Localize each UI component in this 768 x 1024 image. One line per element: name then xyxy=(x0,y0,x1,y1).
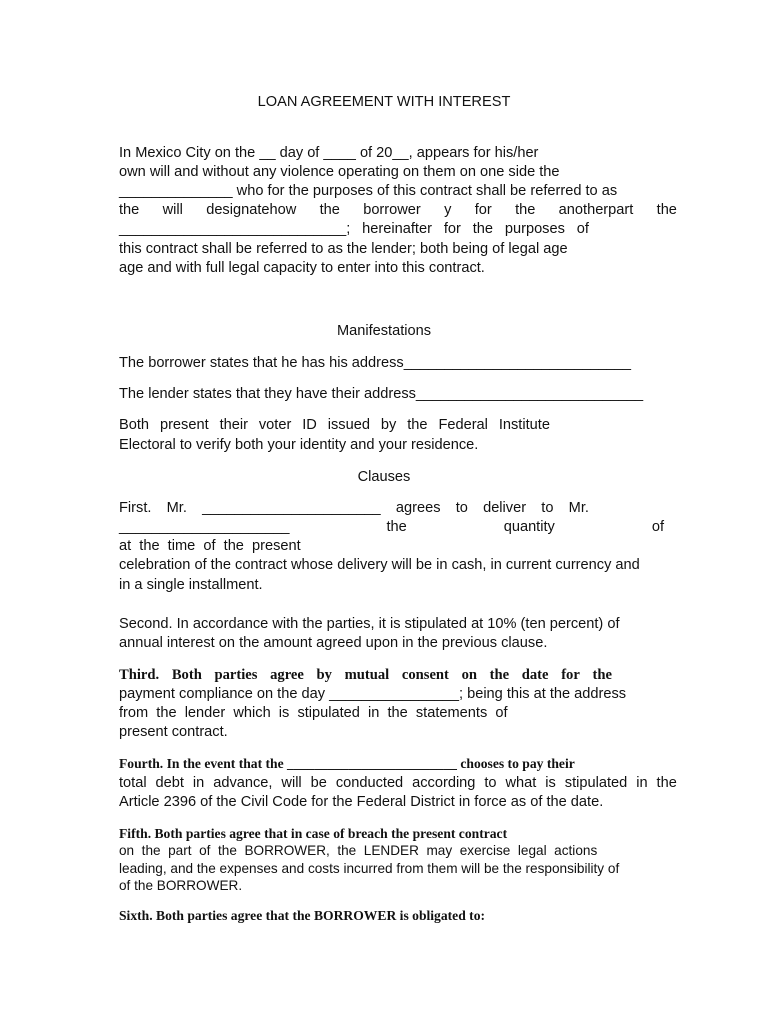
clause-line: Second. In accordance with the parties, it is stipulated at 10% (ten percent) of xyxy=(119,616,620,632)
word: to xyxy=(541,500,554,516)
word: of xyxy=(651,519,664,535)
voter-id-line: Electoral to verify both your identity and your residence. xyxy=(119,437,479,453)
word: what xyxy=(505,775,537,791)
intro-line: ______________ who for the purposes of this contract shall be referred to as xyxy=(119,183,618,199)
intro-line xyxy=(119,220,589,238)
manifestations-heading: Manifestations xyxy=(336,323,432,339)
word: Institute xyxy=(498,417,550,433)
word: in xyxy=(192,775,205,791)
word: stipulated xyxy=(564,775,628,791)
word: by xyxy=(380,417,397,433)
word: voter xyxy=(258,417,292,433)
clause-line: at the time of the present xyxy=(119,538,301,554)
word: their xyxy=(219,417,248,433)
clause-line xyxy=(119,774,677,792)
word: ______________________ xyxy=(202,500,381,516)
word: quantity xyxy=(503,519,555,535)
word: on xyxy=(461,667,477,683)
word: the xyxy=(592,667,612,683)
clause-line: in a single installment. xyxy=(119,577,263,593)
word: parties xyxy=(214,667,258,683)
clause-line: Fifth. Both parties agree that in case of breach the present contract xyxy=(119,826,508,841)
clause-line xyxy=(119,518,664,536)
word: the xyxy=(472,221,493,237)
word: for xyxy=(561,667,580,683)
voter-id-line xyxy=(119,416,550,434)
word: of xyxy=(576,221,589,237)
word: present xyxy=(159,417,209,433)
word: the xyxy=(119,202,140,218)
word: the xyxy=(319,202,340,218)
clause-line xyxy=(119,499,589,517)
word: First. xyxy=(119,500,152,516)
clause-line: present contract. xyxy=(119,724,228,740)
word: the xyxy=(407,417,428,433)
word: advance, xyxy=(213,775,273,791)
intro-line xyxy=(119,201,677,219)
word: date xyxy=(521,667,549,683)
lender-address-line: The lender states that they have their address____________________________ xyxy=(119,386,644,402)
word: for xyxy=(474,202,492,218)
word: to xyxy=(455,500,468,516)
word: debt xyxy=(155,775,184,791)
intro-line: In Mexico City on the __ day of ____ of 20__, appears for his/her xyxy=(119,145,539,161)
word: according xyxy=(412,775,476,791)
clause-line: annual interest on the amount agreed upon in the previous clause. xyxy=(119,635,548,651)
word: agree xyxy=(270,667,304,683)
borrower-address-line: The borrower states that he has his address____________________________ xyxy=(119,355,631,371)
word: _____________________ xyxy=(119,519,290,535)
word: ____________________________; xyxy=(119,221,351,237)
clause-line: celebration of the contract whose delivery will be in cash, in current currency and xyxy=(119,557,640,573)
word: for xyxy=(443,221,461,237)
word: is xyxy=(545,775,556,791)
word: ID xyxy=(302,417,317,433)
word: hereinafter xyxy=(362,221,432,237)
word: purposes xyxy=(504,221,565,237)
word: be xyxy=(310,775,327,791)
word: anotherpart xyxy=(558,202,634,218)
word: the xyxy=(489,667,510,683)
word: the xyxy=(656,202,677,218)
word: to xyxy=(484,775,497,791)
word: Federal xyxy=(438,417,488,433)
word: issued xyxy=(327,417,370,433)
clause-line: payment compliance on the day ________________; being this at the address xyxy=(119,686,627,702)
word: agrees xyxy=(395,500,441,516)
word: by xyxy=(316,667,332,683)
word: consent xyxy=(401,667,449,683)
clause-line: Article 2396 of the Civil Code for the Federal District in force as of the date. xyxy=(119,794,604,810)
word: mutual xyxy=(344,667,390,683)
clause-line xyxy=(119,666,612,684)
word: Third. xyxy=(119,667,160,683)
word: Both xyxy=(119,417,150,433)
clause-line: Sixth. Both parties agree that the BORROWER is obligated to: xyxy=(119,908,486,923)
word: the xyxy=(386,519,407,535)
clauses-heading: Clauses xyxy=(357,469,411,485)
clause-line: leading, and the expenses and costs incurred from them will be the responsibility of xyxy=(119,861,620,876)
word: conducted xyxy=(335,775,404,791)
word: Both xyxy=(171,667,202,683)
word: the xyxy=(656,775,677,791)
word: Mr. xyxy=(166,500,187,516)
clause-line: of the BORROWER. xyxy=(119,878,243,893)
clause-line: on the part of the BORROWER, the LENDER may exercise legal actions xyxy=(119,843,598,858)
word: will xyxy=(281,775,302,791)
word: y xyxy=(444,202,452,218)
word: borrower xyxy=(363,202,421,218)
word: Mr. xyxy=(568,500,589,516)
clause-line: from the lender which is stipulated in the statements of xyxy=(119,705,508,721)
intro-line: own will and without any violence operating on them on one side the xyxy=(119,164,560,180)
word: will xyxy=(162,202,183,218)
intro-line: this contract shall be referred to as the lender; both being of legal age xyxy=(119,241,568,257)
intro-line: age and with full legal capacity to enter into this contract. xyxy=(119,260,485,276)
word: designatehow xyxy=(206,202,297,218)
word: deliver xyxy=(483,500,527,516)
word: in xyxy=(636,775,648,791)
document-title: LOAN AGREEMENT WITH INTEREST xyxy=(257,94,511,110)
clause-line: Fourth. In the event that the _________________________ chooses to pay their xyxy=(119,756,575,771)
word: the xyxy=(515,202,536,218)
word: total xyxy=(119,775,147,791)
